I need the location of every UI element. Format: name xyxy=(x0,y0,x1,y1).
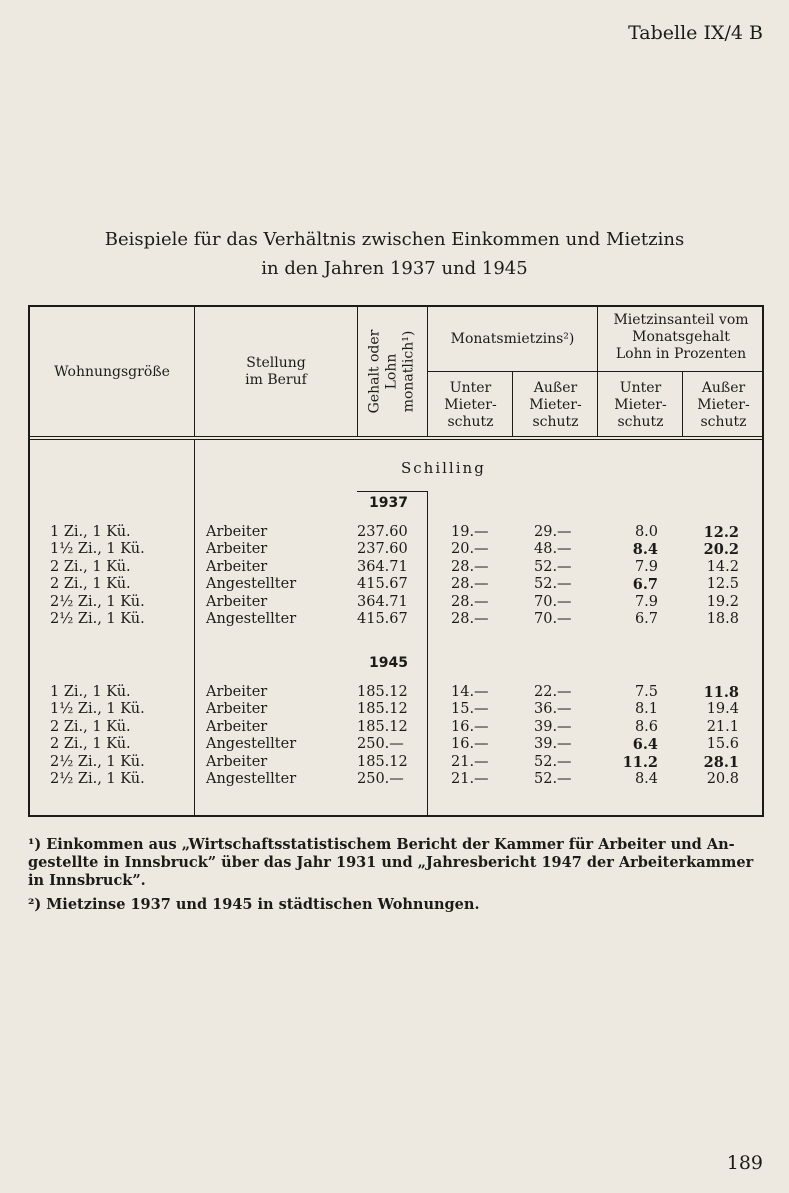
cell-rent-under: 16.— xyxy=(451,718,489,735)
year-1937: 1937 xyxy=(369,495,408,511)
column-divider xyxy=(512,372,513,436)
header-outside-line3: schutz xyxy=(700,414,747,430)
cell-size: 2½ Zi., 1 Kü. xyxy=(50,611,145,627)
cell-pct-outside: 19.4 xyxy=(706,701,739,718)
cell-rent-outside: 39.— xyxy=(534,736,572,753)
cell-pay: 364.71 xyxy=(357,593,408,610)
cell-pct-under: 8.1 xyxy=(634,701,658,718)
cell-rent-outside: 48.— xyxy=(534,541,572,558)
cell-rent-outside: 22.— xyxy=(534,684,572,700)
cell-rent-outside: 39.— xyxy=(534,718,572,735)
cell-pct-outside: 20.2 xyxy=(703,541,739,559)
cell-pct-outside: 20.8 xyxy=(706,771,739,787)
cell-rent-outside: 36.— xyxy=(534,701,572,718)
header-rent-group: Monatsmietzins²) xyxy=(450,331,575,347)
cell-pay: 415.67 xyxy=(357,611,408,627)
cell-rent-under: 20.— xyxy=(451,541,489,558)
header-under-line1: Unter xyxy=(449,380,492,396)
cell-pct-outside: 28.1 xyxy=(703,753,739,771)
header-rule xyxy=(29,436,763,437)
page-number: 189 xyxy=(726,1152,763,1174)
header-job-line1: Stellung xyxy=(246,355,306,371)
header-job xyxy=(196,355,356,389)
footnote-2: ²) Mietzinse 1937 und 1945 in städtischen Wohnungen. xyxy=(28,896,480,913)
table-row xyxy=(0,754,789,771)
cell-pay: 237.60 xyxy=(357,541,408,558)
header-subdivider xyxy=(427,371,763,372)
cell-pct-under: 8.4 xyxy=(632,541,658,559)
header-share-line2: Monatsgehalt xyxy=(632,329,730,345)
cell-pct-under: 6.7 xyxy=(632,576,658,594)
cell-pct-outside: 15.6 xyxy=(706,736,739,753)
table-row xyxy=(0,594,789,611)
cell-size: 2½ Zi., 1 Kü. xyxy=(50,771,145,787)
header-share-group xyxy=(599,312,763,363)
header-job-line2: im Beruf xyxy=(245,372,307,388)
header-pay-line1: Gehalt oder xyxy=(366,329,383,414)
cell-pay: 250.— xyxy=(357,736,404,753)
table-row xyxy=(0,576,789,593)
cell-rent-outside: 70.— xyxy=(534,611,572,627)
cell-pct-under: 6.7 xyxy=(634,611,658,627)
year-1945: 1945 xyxy=(369,655,408,671)
header-outside-line2: Mieter- xyxy=(529,397,582,413)
cell-job: Arbeiter xyxy=(206,593,268,610)
cell-job: Arbeiter xyxy=(206,541,268,558)
cell-pay: 250.— xyxy=(357,771,404,787)
cell-pct-under: 8.0 xyxy=(634,524,658,540)
cell-size: 2 Zi., 1 Kü. xyxy=(50,558,131,575)
table-row xyxy=(0,611,789,628)
header-under-line2: Mieter- xyxy=(444,397,497,413)
header-share-outside xyxy=(684,380,763,431)
cell-pay: 364.71 xyxy=(357,558,408,575)
header-pay-line2: Lohn xyxy=(383,353,400,390)
cell-pct-outside: 18.8 xyxy=(706,611,739,627)
cell-job: Angestellter xyxy=(206,576,297,593)
column-divider xyxy=(357,306,358,436)
currency-label: Schilling xyxy=(401,459,486,477)
cell-pay: 185.12 xyxy=(357,684,408,700)
table-row xyxy=(0,541,789,558)
header-rent-outside xyxy=(514,380,597,431)
table-row xyxy=(0,701,789,718)
header-outside-line1: Außer xyxy=(701,380,746,396)
header-rent-under xyxy=(429,380,512,431)
cell-job: Arbeiter xyxy=(206,753,268,770)
cell-size: 2½ Zi., 1 Kü. xyxy=(50,753,145,770)
cell-rent-outside: 52.— xyxy=(534,771,572,787)
cell-rent-under: 28.— xyxy=(451,593,489,610)
cell-job: Arbeiter xyxy=(206,684,268,700)
cell-size: 1 Zi., 1 Kü. xyxy=(50,524,131,540)
header-under-line3: schutz xyxy=(617,414,664,430)
header-outside-line1: Außer xyxy=(533,380,578,396)
cell-rent-under: 14.— xyxy=(451,684,489,700)
cell-rent-under: 21.— xyxy=(451,753,489,770)
cell-size: 1½ Zi., 1 Kü. xyxy=(50,701,145,718)
column-divider xyxy=(194,306,195,436)
year-rule xyxy=(357,491,428,492)
cell-rent-under: 28.— xyxy=(451,611,489,627)
table-row xyxy=(0,736,789,753)
table-row xyxy=(0,684,789,701)
table-title-line1: Beispiele für das Verhältnis zwischen Einkommen und Mietzins xyxy=(104,229,685,250)
cell-pct-under: 11.2 xyxy=(622,753,658,771)
cell-size: 2 Zi., 1 Kü. xyxy=(50,736,131,753)
cell-size: 1½ Zi., 1 Kü. xyxy=(50,541,145,558)
header-pay xyxy=(367,312,418,432)
header-outside-line3: schutz xyxy=(532,414,579,430)
cell-rent-under: 16.— xyxy=(451,736,489,753)
cell-job: Angestellter xyxy=(206,736,297,753)
header-share-line3: Lohn in Prozenten xyxy=(615,346,747,362)
cell-size: 1 Zi., 1 Kü. xyxy=(50,684,131,700)
column-divider xyxy=(682,372,683,436)
header-under-line1: Unter xyxy=(619,380,662,396)
cell-pct-outside: 21.1 xyxy=(706,718,739,735)
cell-pct-outside: 19.2 xyxy=(706,593,739,610)
cell-size: 2½ Zi., 1 Kü. xyxy=(50,593,145,610)
cell-pay: 237.60 xyxy=(357,524,408,540)
cell-rent-outside: 52.— xyxy=(534,558,572,575)
cell-job: Arbeiter xyxy=(206,524,268,540)
header-share-under xyxy=(599,380,682,431)
cell-pct-outside: 14.2 xyxy=(706,558,739,575)
cell-rent-under: 19.— xyxy=(451,524,489,540)
footnote-1-line1: ¹) Einkommen aus „Wirtschaftsstatistischem Bericht der Kammer für Arbeiter und An- xyxy=(28,836,735,853)
cell-job: Angestellter xyxy=(206,611,297,627)
table-reference: Tabelle IX/4 B xyxy=(628,22,763,44)
footnote-1-line2: gestellte in Innsbruck” über das Jahr 1931 und „Jahresbericht 1947 der Arbeiterkammer xyxy=(28,854,754,871)
header-under-line2: Mieter- xyxy=(614,397,667,413)
cell-pay: 185.12 xyxy=(357,753,408,770)
table-row xyxy=(0,559,789,576)
cell-pay: 415.67 xyxy=(357,576,408,593)
cell-pct-under: 6.4 xyxy=(632,736,658,754)
footnote-1 xyxy=(28,836,768,890)
cell-pct-under: 7.5 xyxy=(634,684,658,700)
header-share-line1: Mietzinsanteil vom xyxy=(613,312,749,328)
cell-pay: 185.12 xyxy=(357,718,408,735)
footnote-1-line3: in Innsbruck”. xyxy=(28,872,146,889)
cell-rent-outside: 70.— xyxy=(534,593,572,610)
cell-rent-under: 21.— xyxy=(451,771,489,787)
cell-rent-outside: 52.— xyxy=(534,753,572,770)
cell-rent-under: 28.— xyxy=(451,558,489,575)
cell-rent-outside: 29.— xyxy=(534,524,572,540)
table-row xyxy=(0,771,789,788)
header-outside-line2: Mieter- xyxy=(697,397,750,413)
table-row xyxy=(0,719,789,736)
cell-pay: 185.12 xyxy=(357,701,408,718)
cell-pct-outside: 12.2 xyxy=(703,524,739,541)
cell-pct-under: 7.9 xyxy=(634,593,658,610)
cell-pct-under: 7.9 xyxy=(634,558,658,575)
header-pay-line3: monatlich¹) xyxy=(400,330,417,413)
cell-job: Arbeiter xyxy=(206,718,268,735)
header-size: Wohnungsgröße xyxy=(54,364,170,380)
cell-job: Angestellter xyxy=(206,771,297,787)
header-rule xyxy=(29,439,763,440)
table-row xyxy=(0,524,789,541)
cell-pct-outside: 11.8 xyxy=(703,684,739,701)
cell-job: Arbeiter xyxy=(206,701,268,718)
cell-rent-outside: 52.— xyxy=(534,576,572,593)
cell-rent-under: 28.— xyxy=(451,576,489,593)
cell-job: Arbeiter xyxy=(206,558,268,575)
header-under-line3: schutz xyxy=(447,414,494,430)
table-title-line2: in den Jahren 1937 und 1945 xyxy=(261,258,528,279)
cell-pct-outside: 12.5 xyxy=(706,576,739,593)
cell-pct-under: 8.4 xyxy=(634,771,658,787)
cell-rent-under: 15.— xyxy=(451,701,489,718)
cell-size: 2 Zi., 1 Kü. xyxy=(50,718,131,735)
cell-size: 2 Zi., 1 Kü. xyxy=(50,576,131,593)
cell-pct-under: 8.6 xyxy=(634,718,658,735)
